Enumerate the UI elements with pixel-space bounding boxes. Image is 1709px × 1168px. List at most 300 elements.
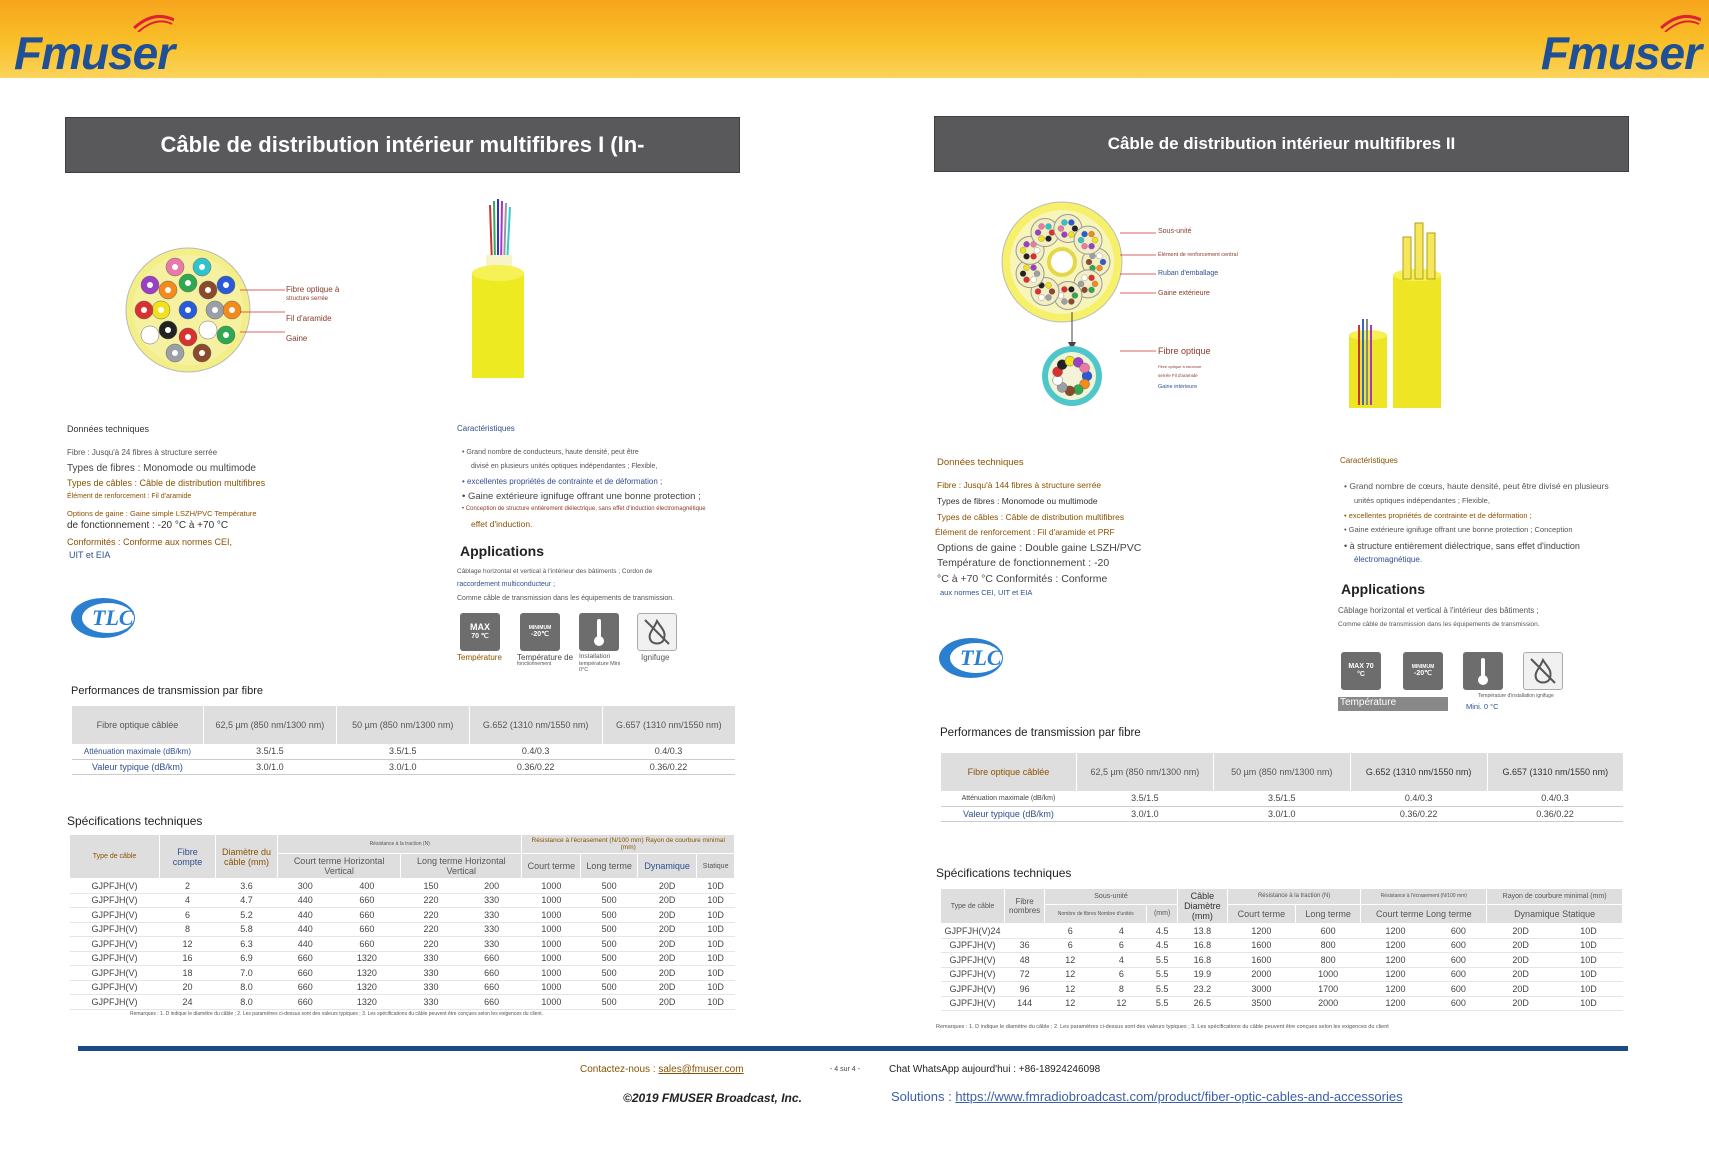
table-cell: 600 [1430,967,1487,982]
table-cell: 144 [1005,996,1045,1011]
fiber-dot [1034,247,1040,253]
table-cell: 6 [1096,967,1147,982]
table-cell: 20D [638,966,697,981]
diagram-label: Fibre optique à [286,285,340,294]
char-line: • Grand nombre de cœurs, haute densité, peut être divisé en plusieurs [1344,481,1609,491]
char-line: • à structure entièrement diélectrique, sans effet d'induction [1344,541,1580,551]
applications-heading-right: Applications [1341,581,1426,597]
table-cell: 16.8 [1177,938,1227,953]
fiber-core [147,332,153,338]
table-cell: 1000 [522,908,581,923]
fiber-core [199,350,205,356]
fiber-core [185,280,191,286]
fiber-dot [1031,265,1037,271]
tlc-logo-right: TLC [938,637,1004,679]
fiber-dot [1092,237,1098,243]
spec-table-right: Type de câble Fibre nombres Sous-unité Câble Diamètre (mm) Résistance à la traction (N) Résistance à l'écrasement (N/100 mm) Rayon de courbure minimal (mm) Nombre de fibres Nombre d'unités (mm) Court terme Long terme Court terme Long terme Dynamique Statique GJPFJH(V)24 6 4 4.5 13.8 1200 600 1200 600 20D 10D GJPFJH(V) 36 6 6 4.5 16.8 1600 800 1200 600 20D 10D GJPFJH(V) 48 12 4 5.5 16.8 1600 800 1200 600 20D 10D GJPFJH(V) 72 12 6 5.5 19.9 2000 1000 1200 600 20D 10D GJPFJH(V) 96 12 8 5.5 23.2 3000 1700 1200 600 20D 10D GJPFJH(V) 144 12 12 5.5 26.5 3500 2000 1200 600 20D 10D [940,888,1623,1011]
tech-heading-right: Données techniques [937,457,1024,468]
table-cell: 12 [1045,996,1096,1011]
diagram-label: structure serrée [286,296,329,302]
table-cell: 10D [1555,953,1623,968]
thermometer-icon [579,613,619,651]
perf-row: Valeur typique (dB/km) 3.0/1.0 3.0/1.0 0.36/0.22 0.36/0.22 [941,806,1624,821]
spec-heading-right: Spécifications techniques [936,866,1072,880]
table-row [70,980,735,995]
spec-table-left: Type de câble Fibre compte Diamètre du câble (mm) Résistance à la traction (N) Résistance à l'écrasement (N/100 mm) Rayon de courbure minimal (mm) Court terme Horizontal Vertical Long terme Horizontal Vertical Court terme Long terme Dynamique Statique GJPFJH(V) 2 3.6 300 400 150 200 1000 500 20D 10D GJPFJH(V) 4 4.7 440 660 220 330 1000 500 20D 10D GJPFJH(V) 6 5.2 440 660 220 330 1000 500 20D 10D GJPFJH(V) 8 5.8 440 660 220 330 1000 500 20D 10D GJPFJH(V) 12 6.3 440 660 220 330 1000 500 20D 10D GJPFJH(V) 16 6.9 660 1320 330 660 1000 500 20D 10D GJPFJH(V) 18 7.0 660 1320 330 660 1000 500 20D 10D GJPFJH(V) 20 8.0 660 1320 330 660 1000 500 20D 10D GJPFJH(V) 24 8.0 660 1320 330 660 1000 500 20D 10D [69,834,735,1010]
fiber-dot [1061,299,1067,305]
diagram-label: Gaine intérieure [1158,384,1198,390]
perf-col: G.657 (1310 nm/1550 nm) [602,706,735,744]
tech-line: Conformités : Conforme aux normes CEI, [67,537,233,547]
table-cell: 12 [1045,982,1096,997]
perf-col: 50 µm (850 nm/1300 nm) [1213,753,1350,791]
table-cell: 1200 [1361,953,1430,968]
table-cell: 440 [278,937,334,952]
table-cell: 220 [401,908,462,923]
table-cell: 1600 [1227,953,1295,968]
table-cell: 330 [461,908,522,923]
table-cell: GJPFJH(V)24 [941,924,1005,939]
table-cell: 6 [1096,938,1147,953]
left-title: Câble de distribution intérieur multifibres I (In- [160,132,645,157]
tech-line: de fonctionnement : -20 °C à +70 °C [67,520,229,531]
table-cell: 660 [333,937,401,952]
fiber-dot [1024,265,1030,271]
perf-heading-left: Performances de transmission par fibre [71,685,263,697]
fiber-dot [1031,253,1037,259]
table-cell: 20D [638,908,697,923]
fiber-dot [1020,247,1026,253]
table-cell: 220 [401,893,462,908]
tech-line: Élément de renforcement : Fil d'aramide [67,493,192,500]
table-cell: 10D [697,966,735,981]
perf-row: Atténuation maximale (dB/km) 3.5/1.5 3.5/1.5 0.4/0.3 0.4/0.3 [941,791,1624,806]
table-cell: 330 [461,893,522,908]
table-cell: 4 [1096,953,1147,968]
table-cell: 2000 [1227,967,1295,982]
table-cell: 500 [581,879,638,894]
icon-sublabel: fonctionnement [517,661,552,667]
table-cell: 10D [1555,924,1623,939]
table-cell: GJPFJH(V) [70,980,160,995]
solutions-link-row: Solutions : https://www.fmradiobroadcast.com/product/fiber-optic-cables-and-accessories [891,1089,1403,1104]
cable-illustration-left [470,195,530,380]
perf-table-left [71,706,735,775]
fiber-dot [1082,275,1088,281]
fiber-dot [1089,243,1095,249]
table-cell: 3000 [1227,982,1295,997]
table-cell: 1320 [333,995,401,1010]
table-cell: 200 [461,879,522,894]
top-banner [0,0,1709,78]
icon-label: Ignifuge [641,653,670,662]
table-cell: 600 [1295,924,1361,939]
perf-row: Atténuation maximale (dB/km) 3.5/1.5 3.5/1.5 0.4/0.3 0.4/0.3 [72,744,736,759]
fiber-core [165,287,171,293]
fiber-dot [1072,226,1078,232]
fiber-dot [1078,281,1084,287]
table-cell: 7.0 [216,966,278,981]
table-row [941,982,1623,997]
table-cell: 500 [581,980,638,995]
tech-line: °C à +70 °C Conformités : Conforme [937,573,1108,585]
table-cell: 1000 [1295,967,1361,982]
table-row [941,953,1623,968]
table-cell: 20D [638,922,697,937]
fiber-dot [1034,271,1040,277]
table-cell: 5.2 [216,908,278,923]
table-cell: 600 [1430,953,1487,968]
table-cell: 500 [581,922,638,937]
table-cell: 10D [697,922,735,937]
table-cell: 330 [461,922,522,937]
left-title-bar [65,117,740,173]
table-cell: 36 [1005,938,1045,953]
fiber-dot [1092,281,1098,287]
fiber-dot [1097,253,1103,259]
table-cell: 10D [697,980,735,995]
page-number: - 4 sur 4 - [830,1066,860,1073]
app-line: Câblage horizontal et vertical à l'intérieur des bâtiments ; Cordon de [457,568,653,575]
fiber-dot [1061,286,1067,292]
table-cell: 18 [160,966,216,981]
table-cell: 10D [697,995,735,1010]
table-cell: 1200 [1227,924,1295,939]
min-temp-icon: MINIMUM -20℃ [520,613,560,651]
table-cell: 19.9 [1177,967,1227,982]
table-cell: 500 [581,937,638,952]
table-row [70,937,735,952]
char-line: divisé en plusieurs unités optiques indépendantes ; Flexible, [471,463,658,470]
table-cell: 440 [278,893,334,908]
fiber-dot [1068,232,1074,238]
max-temp-icon: MAX 70 ℃ [460,613,500,651]
table-cell: 8.0 [216,995,278,1010]
table-cell: 6 [160,908,216,923]
table-cell: 600 [1430,982,1487,997]
fiber-dot [1035,230,1041,236]
tech-line: Élément de renforcement : Fil d'aramide et PRF [935,527,1115,537]
fiber-dot [1068,219,1074,225]
table-cell: 1000 [522,995,581,1010]
callout-lines-right [1120,225,1160,385]
perf-col: Fibre optique câblée [72,706,204,744]
fiber-dot [1061,232,1067,238]
fiber-core [223,282,229,288]
fiber-core [147,282,153,288]
contact-email-link[interactable]: sales@fmuser.com [658,1064,744,1075]
table-cell: 1320 [333,966,401,981]
table-cell: 20D [638,980,697,995]
max-temp-icon: MAX 70 °C [1341,652,1381,690]
table-cell: 150 [401,879,462,894]
table-cell: GJPFJH(V) [70,966,160,981]
icon-label: Installation [579,653,611,660]
diagram-label: serrée Fil d'aramide [1158,373,1198,378]
table-cell: 10D [1555,982,1623,997]
tech-line: aux normes CEI, UIT et EIA [940,588,1033,597]
table-cell: 3500 [1227,996,1295,1011]
table-cell: 24 [160,995,216,1010]
fiber-dot [1089,287,1095,293]
table-cell: 20D [638,893,697,908]
table-row [941,938,1623,953]
perf-col: 62,5 µm (850 nm/1300 nm) [203,706,336,744]
fiber-core [212,307,218,313]
char-line: effet d'induction. [471,519,533,529]
table-cell: 5.5 [1147,996,1177,1011]
fiber-core [165,327,171,333]
fiber-dot [1078,237,1084,243]
table-cell: 5.5 [1147,953,1177,968]
table-cell: 1000 [522,893,581,908]
table-cell: 1000 [522,966,581,981]
table-cell: GJPFJH(V) [70,922,160,937]
table-cell: 660 [333,908,401,923]
icon-label: Température de [517,653,574,662]
table-cell: 20 [160,980,216,995]
table-cell: 4 [160,893,216,908]
table-cell: 2000 [1295,996,1361,1011]
fiber-dot [1020,271,1026,277]
table-row [70,922,735,937]
callout-lines-left [240,280,290,340]
char-line: • Grand nombre de conducteurs, haute densité, peut être [462,449,639,456]
icon-sublabel: température Mini 0°C [579,661,621,673]
table-cell: 660 [461,951,522,966]
table-cell: 500 [581,995,638,1010]
copyright: ©2019 FMUSER Broadcast, Inc. [623,1091,802,1105]
table-cell: 1320 [333,980,401,995]
fiber-core [172,264,178,270]
table-cell: 20D [1487,938,1555,953]
solutions-link[interactable]: https://www.fmradiobroadcast.com/product/fiber-optic-cables-and-accessories [955,1089,1403,1104]
fiber-dot [1089,231,1095,237]
cable-cross-section-right [1000,200,1135,410]
tech-heading-left: Données techniques [67,424,150,434]
table-cell: 10D [1555,967,1623,982]
table-cell: 330 [401,980,462,995]
fiber-dot [1082,243,1088,249]
table-cell: 12 [1045,967,1096,982]
diagram-label: Gaine [286,334,308,343]
footer-contact: Contactez-nous : sales@fmuser.com [580,1064,744,1075]
table-row [70,908,735,923]
table-cell: 1200 [1361,938,1430,953]
table-cell: 330 [401,995,462,1010]
footer-rule [78,1046,1628,1051]
remarks-left: Remarques : 1. D indique le diamètre du câble ; 2. Les paramètres ci-dessus sont des valeurs typiques ; 3. Les spécifications du câble peuvent être conçues selon les exigences du client. [130,1011,544,1017]
spec-heading-left: Spécifications techniques [67,814,203,828]
table-cell: 660 [278,980,334,995]
tech-line: Options de gaine : Double gaine LSZH/PVC [937,542,1142,554]
table-cell: 48 [1005,953,1045,968]
perf-table-right [940,753,1623,822]
table-cell: 1200 [1361,967,1430,982]
table-cell: 23.2 [1177,982,1227,997]
fmuser-logo-left: Fmuser [14,26,174,80]
perf-heading-right: Performances de transmission par fibre [940,727,1141,739]
fiber-dot [1046,236,1052,242]
table-cell: GJPFJH(V) [941,938,1005,953]
table-cell: 4.7 [216,893,278,908]
table-cell: GJPFJH(V) [70,879,160,894]
table-cell: 10D [1555,996,1623,1011]
table-cell: 13.8 [1177,924,1227,939]
cable-illustration-right [1345,215,1460,410]
table-row [70,951,735,966]
diagram-label: Ruban d'emballage [1158,270,1219,277]
table-cell: 10D [1555,938,1623,953]
fiber-core [185,334,191,340]
fiber-dot [1024,277,1030,283]
table-cell: 4 [1096,924,1147,939]
fiber-core [229,307,235,313]
fiber-dot [1024,253,1030,259]
tech-line: UIT et EIA [69,550,111,560]
icon-label: Température d'installation ignifuge [1478,693,1554,699]
tech-line: Types de fibres : Monomode ou multimode [937,496,1098,506]
table-cell: 800 [1295,938,1361,953]
diagram-label: Gaine extérieure [1158,290,1210,297]
fiber-dot [1039,223,1045,229]
icon-label: Température [1338,697,1448,711]
perf-col: G.657 (1310 nm/1550 nm) [1487,753,1623,791]
fiber-core [141,307,147,313]
table-cell: 1000 [522,879,581,894]
table-cell: 20D [638,879,697,894]
table-cell: 4.5 [1147,924,1177,939]
char-line: unités optiques indépendantes ; Flexible, [1354,496,1490,505]
table-cell: 1320 [333,951,401,966]
fiber-dot [1024,241,1030,247]
fiber-dot [1086,259,1092,265]
table-cell: 600 [1430,938,1487,953]
table-cell: 6.9 [216,951,278,966]
fiber-core [205,327,211,333]
fiber-dot [1031,277,1037,283]
fmuser-logo-right: Fmuser [1541,26,1701,80]
app-line: Comme câble de transmission dans les équipements de transmission. [1338,621,1540,628]
char-line: • excellentes propriétés de contrainte et de déformation ; [462,477,663,486]
icon-sublabel: Mini. 0 °C [1466,702,1499,711]
table-cell: GJPFJH(V) [70,908,160,923]
table-cell: 20D [1487,967,1555,982]
perf-col: 62,5 µm (850 nm/1300 nm) [1076,753,1213,791]
table-cell: 8 [160,922,216,937]
flame-retardant-icon [1523,652,1563,690]
table-cell: 6 [1045,938,1096,953]
perf-col: Fibre optique câblée [941,753,1077,791]
flame-retardant-icon [637,613,677,651]
table-cell: GJPFJH(V) [70,937,160,952]
table-cell: 20D [638,937,697,952]
fiber-dot [1082,287,1088,293]
diagram-label: Sous-unité [1158,228,1192,235]
diagram-label: Fibre optique à structure [1158,364,1202,369]
table-cell: 500 [581,966,638,981]
table-cell: 500 [581,893,638,908]
table-cell: 330 [401,951,462,966]
table-cell: 5.5 [1147,982,1177,997]
table-cell: 20D [638,951,697,966]
fiber-dot [1068,299,1074,305]
table-cell: 660 [333,893,401,908]
table-cell: 330 [401,966,462,981]
table-cell: 20D [638,995,697,1010]
diagram-label: Fibre optique [1158,346,1211,356]
table-cell: 10D [697,893,735,908]
fiber-dot [1089,275,1095,281]
fiber-dot [1068,286,1074,292]
table-cell: 1000 [522,922,581,937]
table-cell: 6.3 [216,937,278,952]
table-cell: 2 [160,879,216,894]
table-cell: 5.8 [216,922,278,937]
table-cell: 1000 [522,951,581,966]
table-cell: 400 [333,879,401,894]
table-cell: GJPFJH(V) [70,951,160,966]
thermometer-icon [1463,652,1503,690]
table-cell: 10D [697,908,735,923]
tech-line: Types de câbles : Câble de distribution multifibres [937,512,1125,522]
table-cell: 660 [278,966,334,981]
fiber-core [205,287,211,293]
table-cell: 16.8 [1177,953,1227,968]
fiber-dot [1046,295,1052,301]
table-cell: 1200 [1361,982,1430,997]
table-cell: 12 [160,937,216,952]
fiber-dot [1061,219,1067,225]
table-cell: 660 [333,922,401,937]
table-cell: 16 [160,951,216,966]
table-cell: 1200 [1361,924,1430,939]
fiber-core [199,264,205,270]
perf-col: G.652 (1310 nm/1550 nm) [469,706,602,744]
fiber-core [172,350,178,356]
table-cell: 12 [1045,953,1096,968]
table-row [70,893,735,908]
fiber-core [223,332,229,338]
table-cell: 5.5 [1147,967,1177,982]
perf-col: 50 µm (850 nm/1300 nm) [336,706,469,744]
table-cell: GJPFJH(V) [941,967,1005,982]
tlc-logo-left: TLC [70,597,136,639]
table-cell: 8.0 [216,980,278,995]
right-title: Câble de distribution intérieur multifibres II [1107,134,1456,153]
table-cell: 330 [461,937,522,952]
table-row [70,879,735,894]
tech-line: Options de gaine : Gaine simple LSZH/PVC Température [67,509,257,518]
fiber-dot [1072,292,1078,298]
char-heading-left: Caractéristiques [457,424,515,433]
diagram-label: Fil d'aramide [286,314,332,323]
whatsapp-contact[interactable]: Chat WhatsApp aujourd'hui : +86-18924246098 [889,1064,1101,1075]
tech-line: Fibre : Jusqu'à 24 fibres à structure serrée [67,448,218,457]
perf-col: G.652 (1310 nm/1550 nm) [1350,753,1487,791]
table-cell: 1000 [522,980,581,995]
table-cell: 1000 [522,937,581,952]
fiber-dot [1097,265,1103,271]
table-cell: 26.5 [1177,996,1227,1011]
table-cell: 800 [1295,953,1361,968]
table-row [941,996,1623,1011]
applications-heading-left: Applications [460,543,545,559]
fiber-dot [1039,295,1045,301]
table-cell: 20D [1487,953,1555,968]
table-cell: GJPFJH(V) [70,995,160,1010]
fiber-dot [1039,236,1045,242]
